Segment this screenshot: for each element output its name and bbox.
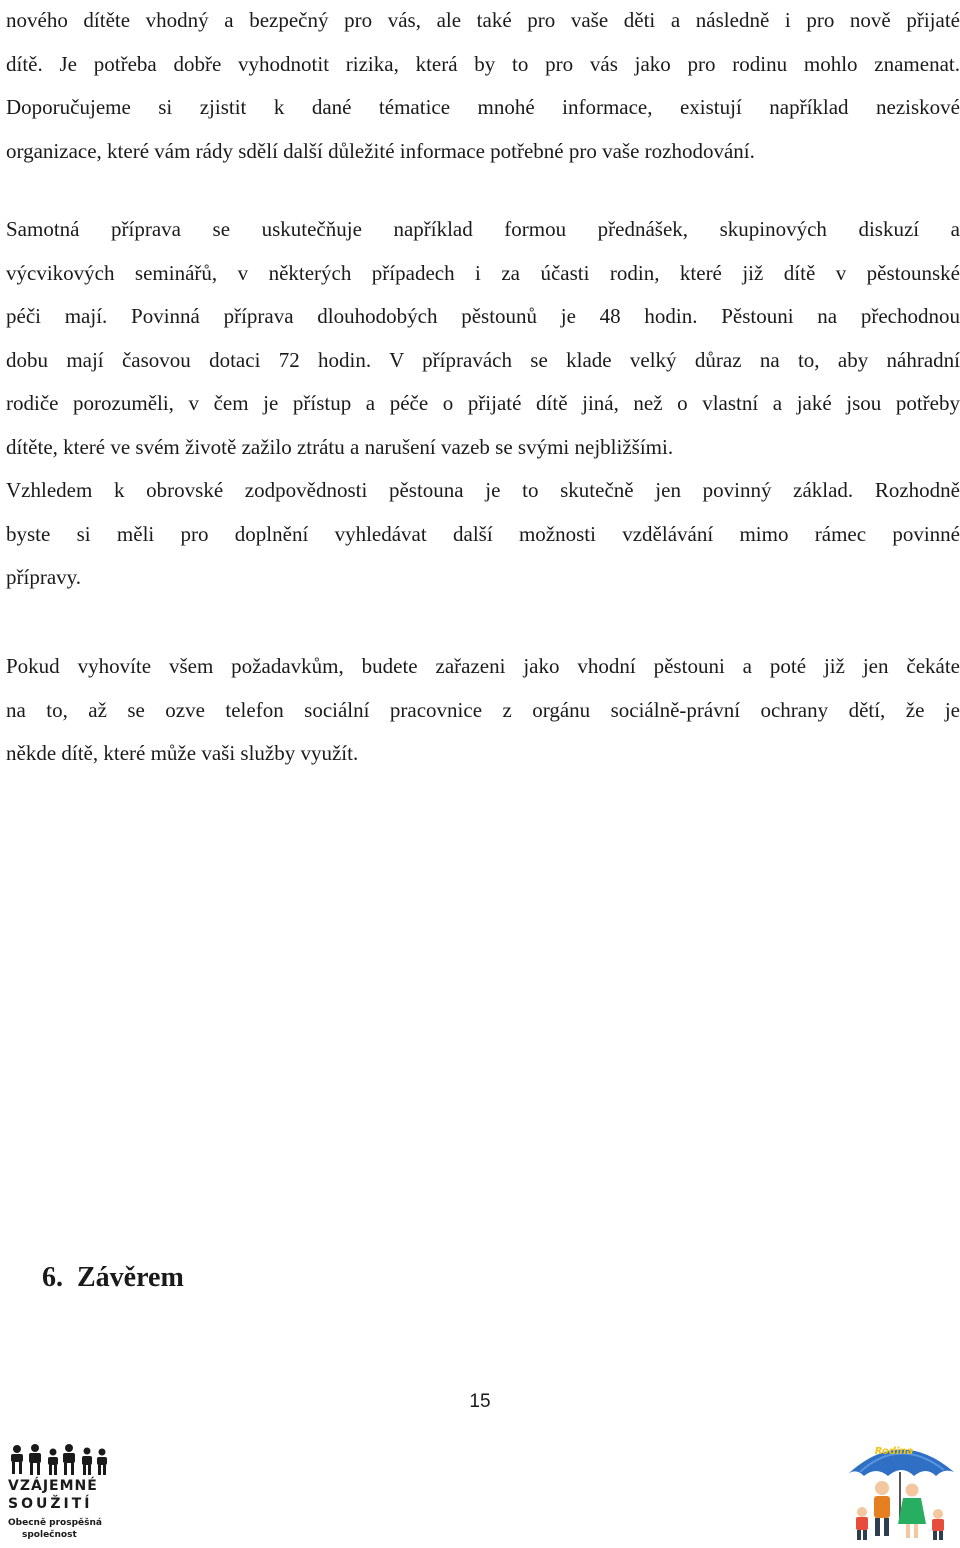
paragraph-line: péči mají. Povinná příprava dlouhodobých pěstounů je 48 hodin. Pěstouni na přechodnou [6, 304, 960, 328]
paragraph-line: Samotná příprava se uskutečňuje například formou přednášek, skupinových diskuzí a [6, 217, 960, 241]
logo-text-line1: VZÁJEMNÉ [8, 1478, 98, 1494]
page-number: 15 [469, 1391, 491, 1412]
vzajemne-souziti-logo [8, 1443, 118, 1545]
paragraph-line: Vzhledem k obrovské zodpovědnosti pěstouna je to skutečně jen povinný základ. Rozhodně [6, 478, 960, 502]
paragraph-2 [6, 208, 960, 600]
section-title: Závěrem [77, 1262, 184, 1293]
logo-text-line3: Obecně prospěšná [8, 1518, 102, 1528]
paragraph-line: dítě. Je potřeba dobře vyhodnotit rizika, která by to pro vás jako pro rodinu mohlo znamenat. [6, 51, 960, 76]
paragraph-line: organizace, které vám rády sdělí další důležité informace potřebné pro vaše rozhodování. [6, 138, 755, 163]
paragraph-line: nového dítěte vhodný a bezpečný pro vás, ale také pro vaše děti a následně i pro nově přijaté [6, 8, 960, 32]
paragraph-line: někde dítě, které může vaši služby využít. [6, 741, 359, 765]
paragraph-line: byste si měli pro doplnění vyhledávat další možnosti vzdělávání mimo rámec povinné [6, 521, 960, 546]
people-figures-icon [8, 1443, 108, 1477]
rodina-logo [840, 1432, 960, 1548]
paragraph-line: na to, až se ozve telefon sociální pracovnice z orgánu sociálně-právní ochrany dětí, že je [6, 697, 960, 722]
paragraph-line: dítěte, které ve svém životě zažilo ztrátu a narušení vazeb se svými nejbližšími. [6, 434, 674, 459]
logo-text-line4: společnost [22, 1530, 77, 1540]
paragraph-line: výcvikových seminářů, v některých případech i za účasti rodin, které již dítě v pěstounské [6, 260, 960, 285]
paragraph-3 [6, 645, 960, 776]
paragraph-1 [6, 0, 960, 173]
rodina-brand-text: Rodina [874, 1446, 914, 1457]
paragraph-line: dobu mají časovou dotaci 72 hodin. V přípravách se klade velký důraz na to, aby náhradní [6, 347, 960, 372]
section-number: 6. [42, 1262, 63, 1293]
paragraph-line: rodiče porozuměli, v čem je přístup a péče o přijaté dítě jiná, než o vlastní a jaké jsou potřeby [6, 391, 960, 415]
paragraph-line: přípravy. [6, 565, 82, 589]
logo-text-line2: SOUŽITÍ [8, 1496, 93, 1512]
paragraph-line: Doporučujeme si zjistit k dané tématice mnohé informace, existují například neziskové [6, 95, 960, 119]
section-heading [42, 1262, 184, 1294]
paragraph-line: Pokud vyhovíte všem požadavkům, budete zařazeni jako vhodní pěstouni a poté již jen čekáte [6, 654, 960, 678]
